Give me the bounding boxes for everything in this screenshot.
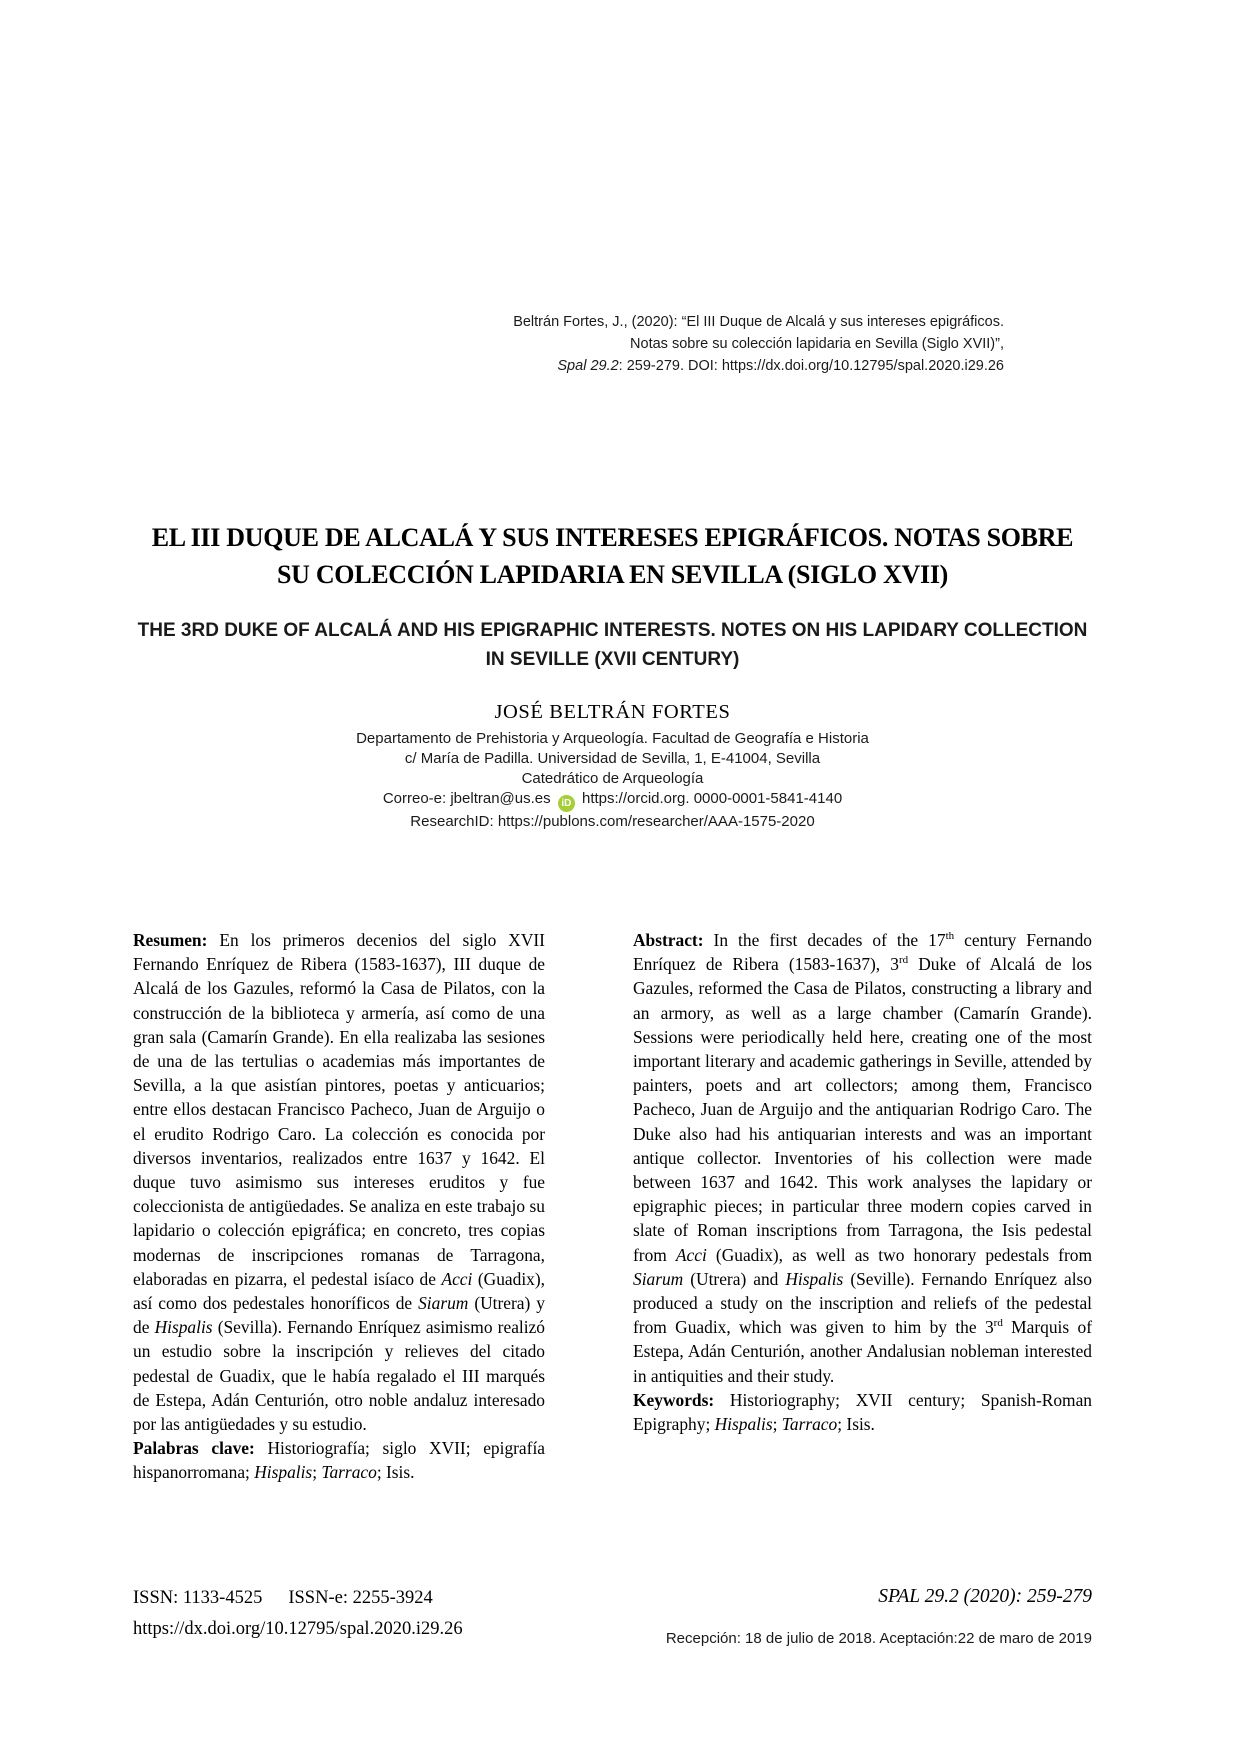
footer-issn-block <box>133 1583 463 1645</box>
footer-journal-block <box>666 1585 1092 1647</box>
abstract-column <box>633 928 1092 1485</box>
citation-line-1: Beltrán Fortes, J., (2020): “El III Duque de Alcalá y sus intereses epigráficos. <box>513 314 1004 330</box>
palabras-clave-label: Palabras clave: <box>133 1438 255 1459</box>
author-email-link[interactable]: Correo-e: jbeltran@us.es <box>382 790 551 807</box>
author-name: JOSÉ BELTRÁN FORTES <box>494 701 731 723</box>
resumen-label: Resumen: <box>133 930 208 950</box>
abstract-body: In the first decades of the 17th century Fernando Enríquez de Ribera (1583-1637), 3rd Duke of Alcalá de los Gazules, reformed the Casa de Pilatos, constructing a library and an armory, as well as a large chamber (Camarín Grande). Sessions were periodically held here, creating one of the most important literary and academic gatherings in Seville, attended by painters, poets and art collectors; among them, Francisco Pacheco, Juan de Arguijo and the antiquarian Rodrigo Caro. The Duke also had his antiquarian interests and was an important antique collector. Inventories of his collection were made between 1637 and 1642. This work analyses the lapidary or epigraphic pieces; in particular three modern copies carved in slate of Roman inscriptions from Tarragona, the Isis pedestal from Acci (Guadix), as well as two honorary pedestals from Siarum (Utrera) and Hispalis (Seville). Fernando Enríquez also produced a study on the inscription and reliefs of the pedestal from Guadix, which was given to him by the 3rd Marquis of Estepa, Adán Centurión, another Andalusian nobleman interested in antiquities and their study. <box>633 930 1092 1386</box>
keywords-paragraph <box>633 1388 1092 1436</box>
author-department: Departamento de Prehistoria y Arqueología. Facultad de Geografía e Historia <box>356 730 869 747</box>
abstract-label: Abstract: <box>633 930 704 950</box>
keywords-label: Keywords: <box>633 1389 715 1410</box>
abstract-columns <box>133 928 1092 1485</box>
citation-block <box>513 311 1004 377</box>
issn-print: ISSN: 1133-4525 <box>133 1588 263 1608</box>
citation-doi-link[interactable]: Spal 29.2: 259-279. DOI: https://dx.doi.org/10.12795/spal.2020.i29.26 <box>557 358 1004 374</box>
resumen-column <box>133 928 545 1485</box>
author-address: c/ María de Padilla. Universidad de Sevilla, 1, E-41004, Sevilla <box>404 750 821 767</box>
palabras-clave-body: Historiografía; siglo XVII; epigrafía hispanorromana; Hispalis; Tarraco; Isis. <box>133 1438 545 1483</box>
abstract-paragraph <box>633 928 1092 1388</box>
article-title-english: THE 3RD DUKE OF ALCALÁ AND HIS EPIGRAPHIC INTERESTS. NOTES ON HIS LAPIDARY COLLECTION IN SEVILLE (XVII CENTURY) <box>137 620 1088 670</box>
keywords-body: Historiography; XVII century; Spanish-Roman Epigraphy; Hispalis; Tarraco; Isis. <box>633 1389 1092 1435</box>
resumen-paragraph <box>133 928 545 1436</box>
author-block <box>133 701 1092 832</box>
palabras-clave-paragraph <box>133 1436 545 1484</box>
footer-doi-link[interactable]: https://dx.doi.org/10.12795/spal.2020.i29.26 <box>133 1619 463 1639</box>
author-position: Catedrático de Arqueología <box>521 770 704 787</box>
citation-line-2: Notas sobre su colección lapidaria en Sevilla (Siglo XVII)”, <box>630 336 1004 352</box>
journal-reference: SPAL 29.2 (2020): 259-279 <box>878 1586 1092 1607</box>
author-contact-line <box>133 789 1092 812</box>
orcid-link[interactable]: https://orcid.org. 0000-0001-5841-4140 <box>581 790 843 807</box>
issn-line <box>133 1583 463 1614</box>
article-title-spanish: EL III DUQUE DE ALCALÁ Y SUS INTERESES EPIGRÁFICOS. NOTAS SOBRE SU COLECCIÓN LAPIDARIA EN SEVILLA (SIGLO XVII) <box>151 523 1074 589</box>
resumen-body: En los primeros decenios del siglo XVII Fernando Enríquez de Ribera (1583-1637), III duque de Alcalá de los Gazules, reformó la Casa de Pilatos, con la construcción de la biblioteca y armería, así como de una gran sala (Camarín Grande). En ella realizaba las sesiones de una de las tertulias o academias más importantes de Sevilla, a la que asistían pintores, poetas y anticuarios; entre ellos destacan Francisco Pacheco, Juan de Arguijo o el erudito Rodrigo Caro. La colección es conocida por diversos inventarios, realizados entre 1637 y 1642. El duque tuvo asimismo sus intereses eruditos y fue coleccionista de antigüedades. Se analiza en este trabajo su lapidario o colección epigráfica; en concreto, tres copias modernas de inscripciones romanas de Tarragona, elaboradas en pizarra, el pedestal isíaco de Acci (Guadix), así como dos pedestales honoríficos de Siarum (Utrera) y de Hispalis (Sevilla). Fernando Enríquez asimismo realizó un estudio sobre la inscripción y relieves del citado pedestal de Guadix, que le había regalado el III marqués de Estepa, Adán Centurión, otro noble andaluz interesado por las antigüedades y su estudio. <box>133 930 545 1435</box>
orcid-id-icon[interactable]: iD <box>558 795 575 812</box>
reception-acceptance-dates: Recepción: 18 de julio de 2018. Aceptación:22 de maro de 2019 <box>665 1630 1092 1647</box>
researchid-link[interactable]: ResearchID: https://publons.com/researcher/AAA-1575-2020 <box>410 813 815 830</box>
issn-electronic: ISSN-e: 2255-3924 <box>288 1588 433 1608</box>
